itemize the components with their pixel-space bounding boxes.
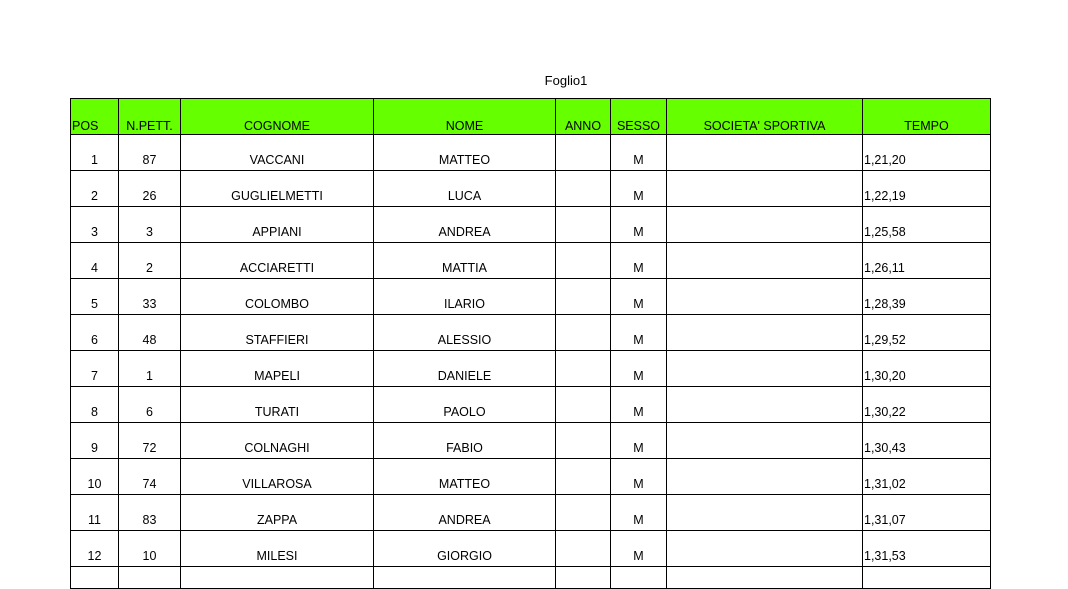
header-row (71, 99, 991, 135)
cell-name: PAOLO (374, 387, 556, 423)
table-row (71, 351, 991, 387)
cell-sex: M (611, 351, 667, 387)
cell-time: 1,28,39 (863, 279, 991, 315)
cell-club (667, 279, 863, 315)
cell-year (556, 315, 611, 351)
cell-bib: 26 (119, 171, 181, 207)
cell-time: 1,31,07 (863, 495, 991, 531)
results-body (71, 135, 991, 589)
results-table (70, 98, 991, 589)
cell-year (556, 135, 611, 171)
cell-surname: COLNAGHI (181, 423, 374, 459)
table-row (71, 531, 991, 567)
cell-sex: M (611, 315, 667, 351)
cell-club (667, 531, 863, 567)
cell-club (667, 387, 863, 423)
cell-name: MATTEO (374, 459, 556, 495)
cell-name: LUCA (374, 171, 556, 207)
empty-cell (863, 567, 991, 589)
cell-time: 1,31,02 (863, 459, 991, 495)
cell-sex: M (611, 243, 667, 279)
cell-pos: 6 (71, 315, 119, 351)
cell-name: ILARIO (374, 279, 556, 315)
cell-surname: ACCIARETTI (181, 243, 374, 279)
cell-pos: 11 (71, 495, 119, 531)
cell-name: MATTIA (374, 243, 556, 279)
empty-cell (611, 567, 667, 589)
cell-sex: M (611, 171, 667, 207)
empty-cell (71, 567, 119, 589)
table-row (71, 207, 991, 243)
empty-cell (667, 567, 863, 589)
cell-bib: 3 (119, 207, 181, 243)
cell-pos: 7 (71, 351, 119, 387)
cell-bib: 33 (119, 279, 181, 315)
cell-club (667, 135, 863, 171)
cell-bib: 10 (119, 531, 181, 567)
cell-surname: VILLAROSA (181, 459, 374, 495)
cell-name: DANIELE (374, 351, 556, 387)
cell-club (667, 423, 863, 459)
cell-sex: M (611, 495, 667, 531)
cell-year (556, 423, 611, 459)
col-header-year: ANNO (556, 99, 611, 135)
cell-sex: M (611, 135, 667, 171)
cell-bib: 1 (119, 351, 181, 387)
cell-year (556, 459, 611, 495)
cell-name: ANDREA (374, 207, 556, 243)
cell-year (556, 279, 611, 315)
table-row (71, 423, 991, 459)
cell-name: ANDREA (374, 495, 556, 531)
col-header-name: NOME (374, 99, 556, 135)
cell-surname: MAPELI (181, 351, 374, 387)
cell-surname: MILESI (181, 531, 374, 567)
cell-bib: 83 (119, 495, 181, 531)
cell-bib: 72 (119, 423, 181, 459)
cell-club (667, 315, 863, 351)
cell-surname: TURATI (181, 387, 374, 423)
cell-club (667, 459, 863, 495)
cell-name: GIORGIO (374, 531, 556, 567)
table-row (71, 171, 991, 207)
cell-pos: 10 (71, 459, 119, 495)
table-row (71, 243, 991, 279)
cell-bib: 48 (119, 315, 181, 351)
table-row (71, 495, 991, 531)
cell-year (556, 351, 611, 387)
cell-year (556, 243, 611, 279)
cell-surname: COLOMBO (181, 279, 374, 315)
col-header-pos: POS (71, 99, 119, 135)
cell-club (667, 495, 863, 531)
cell-time: 1,31,53 (863, 531, 991, 567)
cell-bib: 87 (119, 135, 181, 171)
cell-pos: 5 (71, 279, 119, 315)
cell-surname: ZAPPA (181, 495, 374, 531)
cell-sex: M (611, 531, 667, 567)
cell-time: 1,30,22 (863, 387, 991, 423)
cell-name: ALESSIO (374, 315, 556, 351)
cell-bib: 6 (119, 387, 181, 423)
col-header-club: SOCIETA' SPORTIVA (667, 99, 863, 135)
cell-time: 1,21,20 (863, 135, 991, 171)
empty-cell (556, 567, 611, 589)
empty-cell (374, 567, 556, 589)
table-row (71, 135, 991, 171)
cell-surname: GUGLIELMETTI (181, 171, 374, 207)
cell-sex: M (611, 207, 667, 243)
cell-surname: VACCANI (181, 135, 374, 171)
cell-year (556, 207, 611, 243)
cell-time: 1,25,58 (863, 207, 991, 243)
cell-time: 1,30,20 (863, 351, 991, 387)
cell-club (667, 243, 863, 279)
cell-pos: 9 (71, 423, 119, 459)
col-header-bib: N.PETT. (119, 99, 181, 135)
col-header-surname: COGNOME (181, 99, 374, 135)
cell-year (556, 387, 611, 423)
cell-time: 1,26,11 (863, 243, 991, 279)
cell-club (667, 351, 863, 387)
cell-year (556, 495, 611, 531)
table-row-partial (71, 567, 991, 589)
cell-year (556, 171, 611, 207)
table-row (71, 279, 991, 315)
cell-name: FABIO (374, 423, 556, 459)
cell-surname: STAFFIERI (181, 315, 374, 351)
cell-pos: 12 (71, 531, 119, 567)
cell-time: 1,22,19 (863, 171, 991, 207)
col-header-time: TEMPO (863, 99, 991, 135)
cell-sex: M (611, 387, 667, 423)
cell-pos: 1 (71, 135, 119, 171)
cell-pos: 4 (71, 243, 119, 279)
cell-time: 1,29,52 (863, 315, 991, 351)
cell-club (667, 171, 863, 207)
sheet-title: Foglio1 (544, 73, 588, 88)
cell-bib: 2 (119, 243, 181, 279)
table-row (71, 459, 991, 495)
empty-cell (181, 567, 374, 589)
cell-pos: 3 (71, 207, 119, 243)
cell-time: 1,30,43 (863, 423, 991, 459)
cell-pos: 2 (71, 171, 119, 207)
cell-bib: 74 (119, 459, 181, 495)
cell-pos: 8 (71, 387, 119, 423)
col-header-sex: SESSO (611, 99, 667, 135)
table-row (71, 387, 991, 423)
cell-club (667, 207, 863, 243)
cell-surname: APPIANI (181, 207, 374, 243)
cell-sex: M (611, 423, 667, 459)
table-row (71, 315, 991, 351)
cell-sex: M (611, 459, 667, 495)
cell-name: MATTEO (374, 135, 556, 171)
empty-cell (119, 567, 181, 589)
cell-year (556, 531, 611, 567)
cell-sex: M (611, 279, 667, 315)
